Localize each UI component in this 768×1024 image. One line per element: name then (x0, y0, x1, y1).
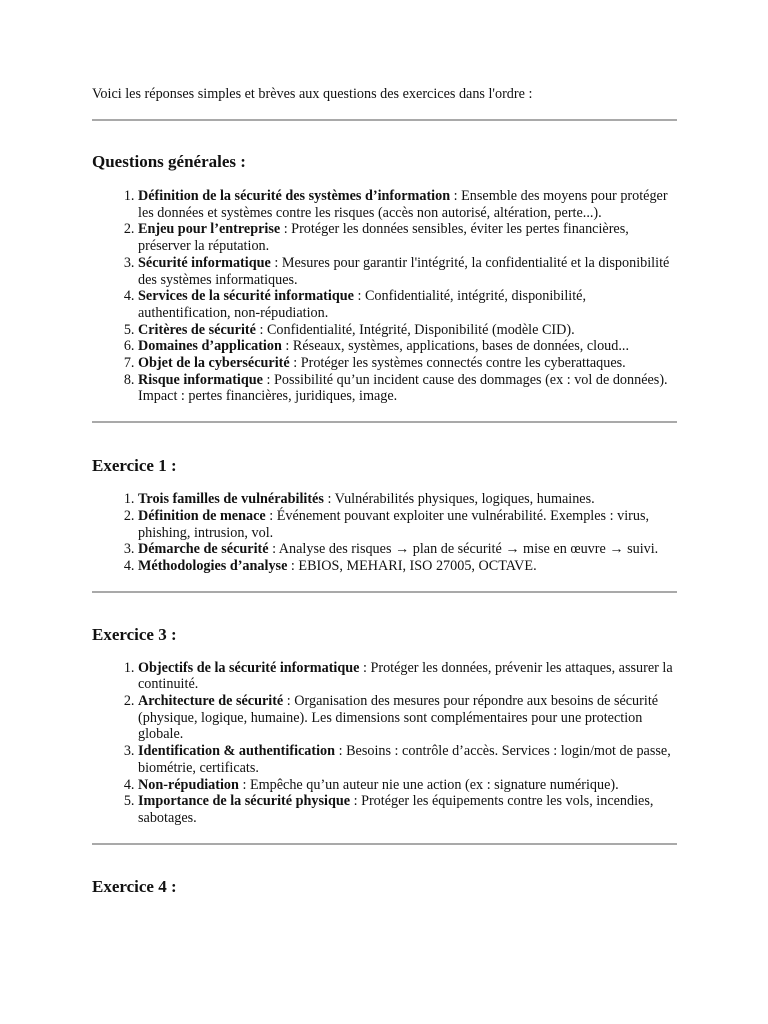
list-item (138, 693, 677, 743)
item-term: Objectifs de la sécurité informatique (138, 659, 360, 676)
item-text: : Vulnérabilités physiques, logiques, humaines. (323, 491, 595, 508)
list-item (138, 338, 677, 355)
item-term: Domaines d’application (138, 338, 282, 355)
list-item (138, 793, 677, 826)
list-item (138, 322, 677, 339)
item-term: Enjeu pour l’entreprise (138, 221, 281, 238)
list-item (138, 188, 677, 221)
section-title-exercice-3: Exercice 3 : (92, 624, 177, 644)
list-item (138, 777, 677, 794)
item-term: Risque informatique (138, 371, 263, 388)
item-term: Non-répudiation (138, 776, 239, 793)
section-title-exercice-4: Exercice 4 : (92, 876, 177, 896)
item-term: Objet de la cybersécurité (138, 355, 290, 372)
exercice-1-list (92, 491, 677, 575)
list-item (138, 355, 677, 372)
item-term: Méthodologies d’analyse (138, 557, 288, 574)
divider (92, 119, 677, 121)
item-text: : Protéger les données, prévenir les attaques, assurer la continuité. (138, 659, 673, 693)
item-text: : Organisation des mesures pour répondre aux besoins de sécurité (physique, logique, humaine). Les dimensions sont complémentaires pour une protection globale. (138, 693, 659, 743)
item-text: : Événement pouvant exploiter une vulnérabilité. Exemples : virus, phishing, intrusion, vol. (138, 507, 650, 541)
document-page (92, 86, 677, 897)
item-term: Démarche de sécurité (138, 541, 269, 558)
item-term: Critères de sécurité (138, 321, 256, 338)
item-text: : Besoins : contrôle d’accès. Services : login/mot de passe, biométrie, certificats. (138, 743, 671, 776)
list-item (138, 558, 677, 575)
item-text: : Analyse des risques → plan de sécurité → mise en œuvre → suivi. (268, 541, 659, 558)
item-text: : Confidentialité, Intégrité, Disponibilité (modèle CID). (255, 321, 575, 338)
item-term: Définition de menace (138, 507, 266, 524)
divider (92, 843, 677, 845)
item-text: : Possibilité qu’un incident cause des dommages (ex : vol de données). Impact : pertes financières, juridiques, image. (138, 371, 668, 405)
item-text: : Empêche qu’un auteur nie une action (ex : signature numérique). (238, 776, 619, 793)
list-item (138, 508, 677, 541)
item-text: : Protéger les données sensibles, éviter les pertes financières, préserver la réputation. (138, 221, 629, 255)
item-text: : Ensemble des moyens pour protéger les données et systèmes contre les risques (accès non autorisé, altération, perte...). (138, 188, 668, 221)
list-item (138, 221, 677, 254)
list-item (138, 541, 677, 558)
section-title-questions-generales: Questions générales : (92, 152, 246, 171)
list-item (138, 288, 677, 321)
list-item (138, 491, 677, 508)
item-term: Architecture de sécurité (138, 693, 284, 710)
questions-generales-list (92, 188, 677, 405)
divider (92, 591, 677, 593)
item-text: : Mesures pour garantir l'intégrité, la confidentialité et la disponibilité des systèmes informatiques. (138, 254, 670, 288)
list-item (138, 660, 677, 693)
intro-text: Voici les réponses simples et brèves aux questions des exercices dans l'ordre : (92, 86, 533, 102)
divider (92, 421, 677, 423)
item-term: Identification & authentification (138, 743, 336, 760)
list-item (138, 743, 677, 776)
list-item (138, 372, 677, 405)
item-term: Services de la sécurité informatique (138, 288, 354, 305)
item-term: Définition de la sécurité des systèmes d’information (138, 188, 451, 204)
item-term: Sécurité informatique (138, 254, 271, 271)
item-text: : Protéger les systèmes connectés contre les cyberattaques. (289, 355, 626, 372)
section-title-exercice-1: Exercice 1 : (92, 456, 177, 476)
item-text: : Protéger les équipements contre les vols, incendies, sabotages. (138, 793, 654, 826)
item-text: : Confidentialité, intégrité, disponibilité, authentification, non-répudiation. (138, 288, 587, 321)
list-item (138, 255, 677, 288)
item-term: Trois familles de vulnérabilités (138, 491, 324, 508)
item-text: : Réseaux, systèmes, applications, bases de données, cloud... (281, 338, 629, 355)
item-text: : EBIOS, MEHARI, ISO 27005, OCTAVE. (287, 557, 537, 574)
item-term: Importance de la sécurité physique (138, 793, 351, 810)
exercice-3-list (92, 660, 677, 827)
